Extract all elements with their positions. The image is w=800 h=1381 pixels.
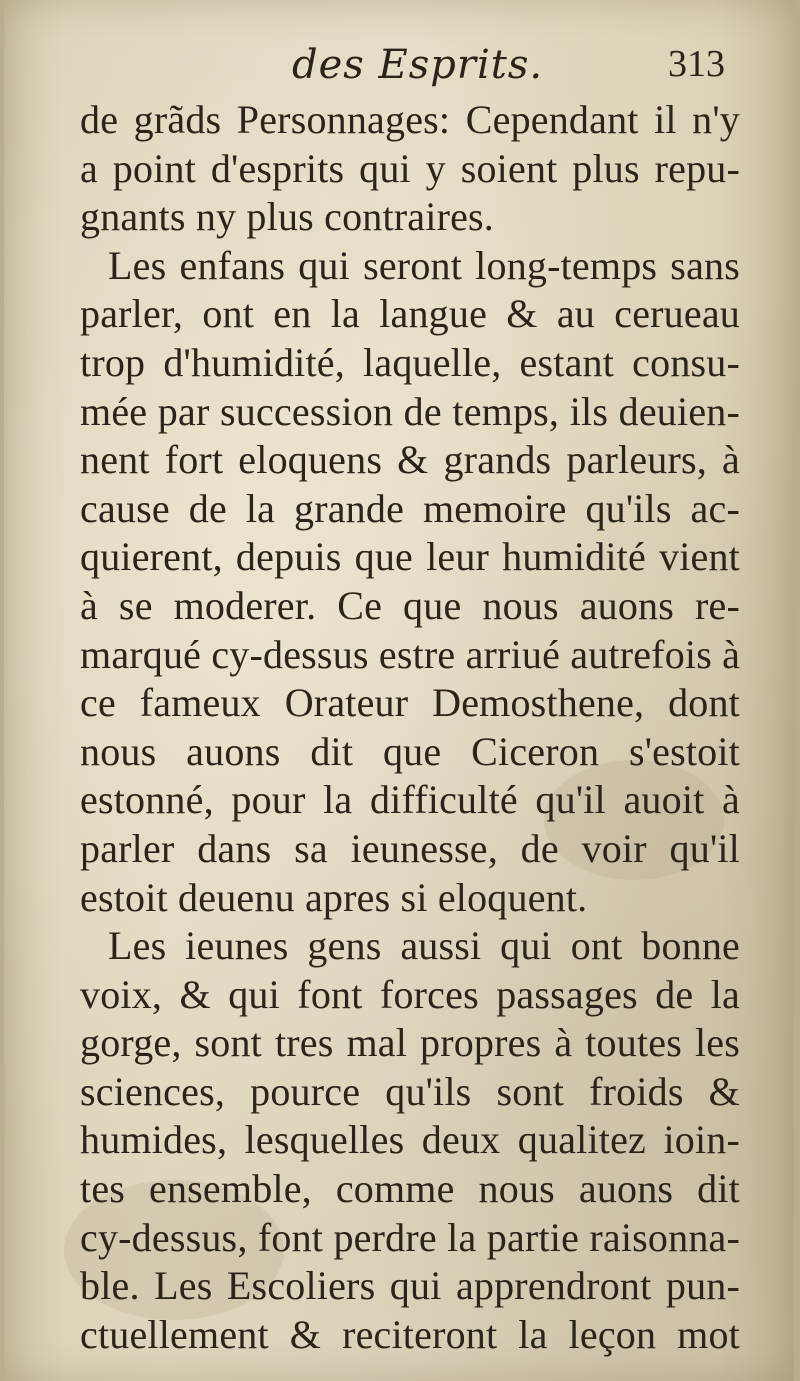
page-number: 313 [668, 43, 725, 85]
book-page [4, 0, 794, 1381]
text-line: nous auons dit que Ciceron s'estoit [80, 728, 740, 774]
text-line: cy-dessus, font perdre la partie raisonna- [80, 1214, 740, 1260]
text-line: estoit deuenu apres si eloquent. [80, 874, 588, 920]
text-line: parler dans sa ieunesse, de voir qu'il [80, 825, 740, 871]
running-head [4, 40, 794, 100]
text-line: nent fort eloquens & grands parleurs, à [80, 437, 740, 483]
text-line: à se moderer. Ce que nous auons re- [80, 582, 740, 628]
text-line: ble. Les Escoliers qui apprendront pun- [80, 1263, 740, 1309]
text-line: parler, ont en la langue & au cerueau [80, 291, 740, 337]
text-line: ctuellement & reciteront la leçon mot [80, 1311, 740, 1357]
text-line: marqué cy-dessus estre arriué autrefois à [80, 631, 741, 677]
text-line: ce fameux Orateur Demosthene, dont [80, 680, 740, 726]
text-line: tes ensemble, comme nous auons dit [80, 1166, 740, 1212]
text-line: Les enfans qui seront long-temps sans [108, 242, 740, 288]
text-line: quierent, depuis que leur humidité vient [80, 534, 740, 580]
text-line: a point d'esprits qui y soient plus repu- [80, 145, 740, 191]
text-line: gorge, sont tres mal propres à toutes les [80, 1020, 740, 1066]
text-line: voix, & qui font forces passages de la [80, 971, 740, 1017]
text-line: sciences, pource qu'ils sont froids & [80, 1068, 740, 1114]
text-line: gnants ny plus contraires. [80, 194, 495, 240]
running-title: des Esprits. [292, 42, 544, 88]
text-line: estonné, pour la difficulté qu'il auoit à [80, 777, 740, 823]
text-line: mée par succession de temps, ils deuien- [80, 388, 740, 434]
body-text [80, 96, 740, 1359]
text-line: cause de la grande memoire qu'ils ac- [80, 485, 740, 531]
text-line: humides, lesquelles deux qualitez ioin- [80, 1117, 740, 1163]
text-line: Les ieunes gens aussi qui ont bonne [108, 923, 740, 969]
text-line: trop d'humidité, laquelle, estant consu- [80, 339, 740, 385]
text-line: de grãds Personnages: Cependant il n'y [80, 97, 740, 142]
